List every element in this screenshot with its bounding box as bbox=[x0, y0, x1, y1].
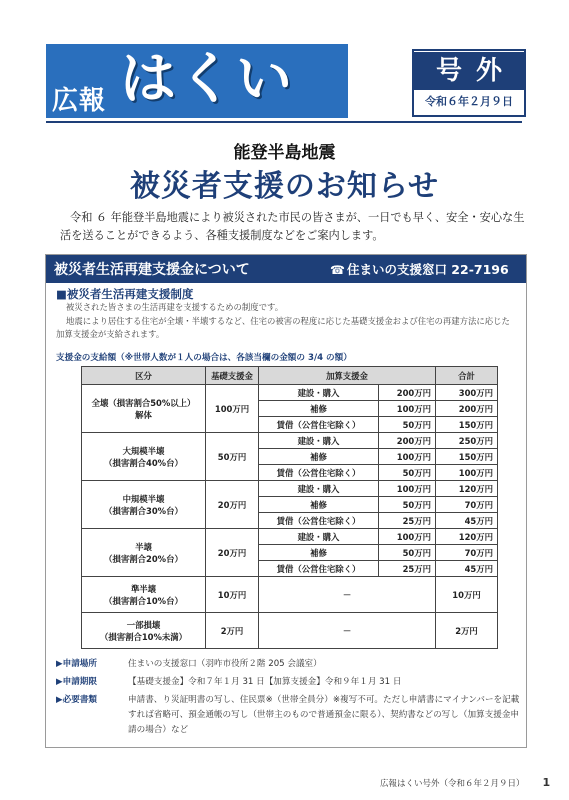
category-cell: 一部損壊 （損害割合10%未満） bbox=[82, 613, 206, 649]
method-cell: 建設・購入 bbox=[259, 385, 379, 401]
page-number: 1 bbox=[542, 776, 551, 789]
intro-paragraph: 令和 ６ 年能登半島地震により被災された市民の皆さまが、一日でも早く、安全・安心な生活を送ることができるよう、各種支援制度などをご案内します。 bbox=[60, 211, 525, 242]
addon-cell: 100万円 bbox=[379, 449, 436, 465]
table-row bbox=[82, 481, 498, 497]
category-cell: 全壊（損害割合50%以上） 解体 bbox=[82, 385, 206, 433]
phone-icon: ☎ bbox=[330, 263, 345, 277]
system-heading: ■被災者生活再建支援制度 bbox=[56, 287, 194, 301]
header-total: 合計 bbox=[436, 367, 498, 385]
category-cell: 大規模半壊 （損害割合40%台） bbox=[82, 433, 206, 481]
page-footer bbox=[380, 776, 550, 789]
header-base: 基礎支援金 bbox=[206, 367, 259, 385]
table-row bbox=[82, 577, 498, 613]
method-cell: 補修 bbox=[259, 497, 379, 513]
header-category: 区分 bbox=[82, 367, 206, 385]
info-value: 住まいの支援窓口（羽咋市役所２階 205 会議室） bbox=[128, 659, 322, 669]
addon-cell: 25万円 bbox=[379, 513, 436, 529]
total-cell: 300万円 bbox=[436, 385, 498, 401]
issue-date: 令和６年２月９日 bbox=[425, 95, 513, 108]
category-cell: 中規模半壊 （損害割合30%台） bbox=[82, 481, 206, 529]
description-line: 被災された皆さまの生活再建を支援するための制度です。 bbox=[66, 302, 284, 312]
table-caption: 支援金の支給額（※世帯人数が１人の場合は、各該当欄の金額の 3/4 の額） bbox=[56, 353, 352, 363]
addon-cell: 25万円 bbox=[379, 561, 436, 577]
addon-cell: － bbox=[259, 577, 436, 613]
method-cell: 補修 bbox=[259, 545, 379, 561]
total-cell: 120万円 bbox=[436, 481, 498, 497]
system-description bbox=[56, 301, 518, 342]
method-cell: 賃借（公営住宅除く） bbox=[259, 417, 379, 433]
addon-cell: 50万円 bbox=[379, 417, 436, 433]
footer-text: 広報はくい号外（令和６年２月９日） bbox=[380, 779, 525, 789]
addon-cell: － bbox=[259, 613, 436, 649]
info-value: 【基礎支援金】令和７年１月 31 日【加算支援金】令和９年１月 31 日 bbox=[128, 677, 402, 687]
base-cell: 100万円 bbox=[206, 385, 259, 433]
extra-edition-title: 号外 bbox=[414, 52, 524, 90]
table-row bbox=[82, 613, 498, 649]
table-header-row bbox=[82, 367, 498, 385]
info-label: ▶申請場所 bbox=[56, 659, 97, 669]
table-row bbox=[82, 385, 498, 401]
addon-cell: 50万円 bbox=[379, 497, 436, 513]
total-cell: 150万円 bbox=[436, 449, 498, 465]
method-cell: 建設・購入 bbox=[259, 433, 379, 449]
base-cell: 50万円 bbox=[206, 433, 259, 481]
base-cell: 2万円 bbox=[206, 613, 259, 649]
table-row bbox=[82, 433, 498, 449]
addon-cell: 50万円 bbox=[379, 545, 436, 561]
header-divider bbox=[46, 121, 522, 123]
method-cell: 賃借（公営住宅除く） bbox=[259, 465, 379, 481]
section-header bbox=[46, 255, 526, 283]
total-cell: 10万円 bbox=[436, 577, 498, 613]
method-cell: 建設・購入 bbox=[259, 529, 379, 545]
total-cell: 150万円 bbox=[436, 417, 498, 433]
contact-phone-text: 住まいの支援窓口 22-7196 bbox=[346, 262, 509, 277]
info-value: 申請書、り災証明書の写し、住民票※（世帯全員分）※複写不可。ただし申請書にマイナンバーを記載すれば省略可、預金通帳の写し（世帯主のもので普通預金に限る）、契約書などの写し（加算支援金申請の場合）など bbox=[128, 695, 520, 735]
total-cell: 100万円 bbox=[436, 465, 498, 481]
total-cell: 120万円 bbox=[436, 529, 498, 545]
info-label: ▶申請期限 bbox=[56, 677, 97, 687]
method-cell: 建設・購入 bbox=[259, 481, 379, 497]
extra-edition-box bbox=[412, 49, 526, 117]
addon-cell: 200万円 bbox=[379, 433, 436, 449]
method-cell: 補修 bbox=[259, 449, 379, 465]
total-cell: 70万円 bbox=[436, 545, 498, 561]
description-line: 地震により居住する住宅が全壊・半壊するなど、住宅の被害の程度に応じた基礎支援金および住宅の再建方法に応じた加算支援金が支給されます。 bbox=[56, 315, 510, 339]
table-row bbox=[82, 529, 498, 545]
addon-cell: 50万円 bbox=[379, 465, 436, 481]
total-cell: 45万円 bbox=[436, 561, 498, 577]
info-label: ▶必要書類 bbox=[56, 695, 97, 705]
contact-phone bbox=[330, 260, 509, 278]
category-cell: 準半壊 （損害割合10%台） bbox=[82, 577, 206, 613]
header-addon: 加算支援金 bbox=[259, 367, 436, 385]
page-title: 被災者支援のお知らせ bbox=[129, 169, 440, 204]
masthead-prefix: 広報 bbox=[52, 86, 107, 116]
masthead-logo bbox=[46, 44, 348, 118]
method-cell: 賃借（公営住宅除く） bbox=[259, 561, 379, 577]
page-subtitle: 能登半島地震 bbox=[233, 143, 336, 163]
base-cell: 20万円 bbox=[206, 481, 259, 529]
total-cell: 200万円 bbox=[436, 401, 498, 417]
grant-amount-table bbox=[81, 366, 498, 649]
section-title: 被災者生活再建支援金について bbox=[54, 262, 250, 278]
category-cell: 半壊 （損害割合20%台） bbox=[82, 529, 206, 577]
addon-cell: 100万円 bbox=[379, 529, 436, 545]
support-grant-section bbox=[45, 254, 527, 748]
total-cell: 2万円 bbox=[436, 613, 498, 649]
method-cell: 賃借（公営住宅除く） bbox=[259, 513, 379, 529]
total-cell: 250万円 bbox=[436, 433, 498, 449]
masthead-title: はくい bbox=[120, 47, 294, 112]
total-cell: 70万円 bbox=[436, 497, 498, 513]
addon-cell: 200万円 bbox=[379, 385, 436, 401]
base-cell: 20万円 bbox=[206, 529, 259, 577]
total-cell: 45万円 bbox=[436, 513, 498, 529]
base-cell: 10万円 bbox=[206, 577, 259, 613]
addon-cell: 100万円 bbox=[379, 481, 436, 497]
addon-cell: 100万円 bbox=[379, 401, 436, 417]
method-cell: 補修 bbox=[259, 401, 379, 417]
